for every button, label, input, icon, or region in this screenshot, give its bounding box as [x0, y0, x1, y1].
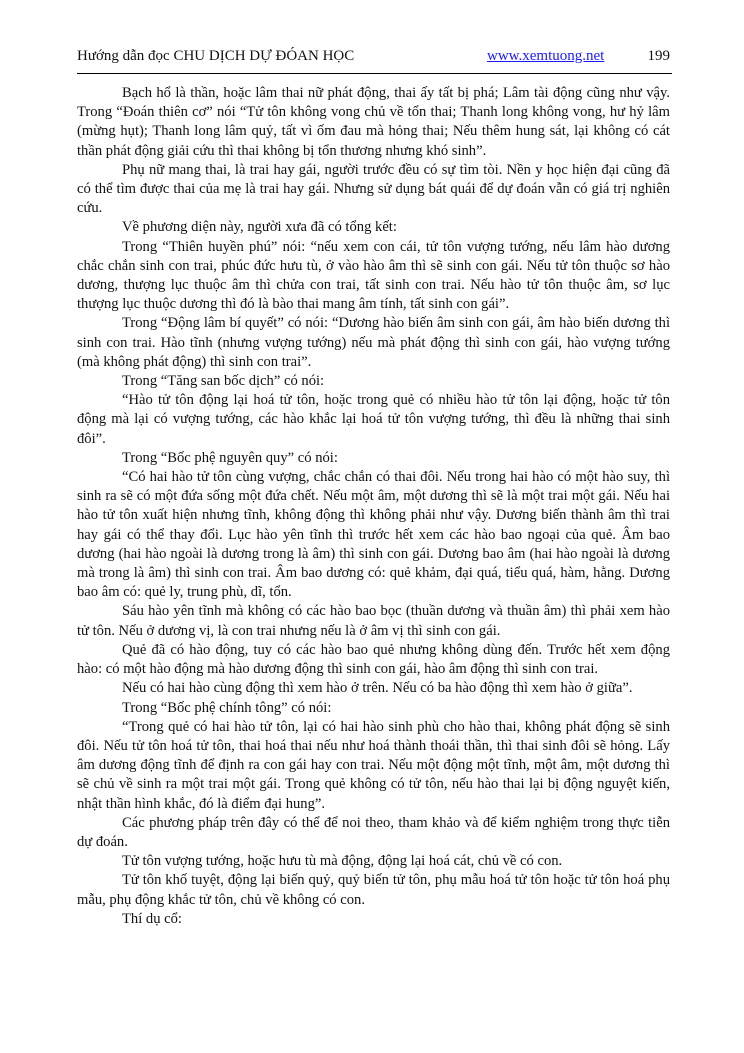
- paragraph: Tử tôn khố tuyệt, động lại biến quỷ, quỷ biến tử tôn, phụ mẫu hoá tử tôn hoặc tử tôn hoá phụ mẫu, phụ động khắc tử tôn, chủ về không có con.: [77, 872, 670, 908]
- paragraph: “Trong quẻ có hai hào tử tôn, lại có hai hào sinh phù cho hào thai, không phát động sẽ sinh đôi. Nếu tử tôn hoá tử tôn, thai hoá thai nếu như hoá thành thoái thần, thì thai sinh đôi sẽ hỏng. Lấy âm dương động tĩnh để định ra con gái hay con trai. Nếu một động một tĩnh, một âm, một dương thì sẽ chủ về sinh ra một trai một gái. Trong quẻ không có tử tôn, nếu hào thai lại bị động nguyệt kiến, nhật thần hình khắc, đó là điểm đại hung”.: [77, 718, 670, 812]
- paragraph: Bạch hổ là thần, hoặc lâm thai nữ phát động, thai ấy tất bị phá; Lâm tài động cũng như vậy. Trong “Đoán thiên cơ” nói “Tử tôn không vong chủ về tổn thai; Thanh long không vong, hư hỷ lâm (mừng hụt); Thanh long lâm quỷ, tất vì ốm đau mà hỏng thai; Nếu thêm hung sát, lại không có cát thần phát động giải cứu thì thai không bị tổn thương nhưng khó sinh”.: [77, 85, 670, 159]
- page-number: 199: [647, 48, 670, 64]
- paragraph: “Có hai hào tử tôn cùng vượng, chắc chắn có thai đôi. Nếu trong hai hào có một hào suy, thì sinh ra sẽ có một đứa sống một đứa chết. Nếu một âm, một dương thì sẽ là một trai một gái. Nếu hai hào tử tôn xuất hiện nhưng tĩnh, không động thì không phải như vậy. Dương biến thành âm thì trai hay gái có thể thay đổi. Lục hào yên tĩnh thì trước hết xem các hào bao ngoại của quẻ. Âm bao dương (hai hào ngoài là dương trong là âm) thì sinh con gái. Dương bao âm (hai hào ngoài là dương mà trong là âm) thì sinh con trai. Âm bao dương có: quẻ khảm, đại quá, tiểu quá, hàm, hằng. Dương bao âm có: quẻ ly, trung phù, dĩ, tổn.: [77, 469, 670, 601]
- paragraph: Sáu hào yên tĩnh mà không có các hào bao bọc (thuần dương và thuần âm) thì phải xem hào tử tôn. Nếu ở dương vị, là con trai nhưng nếu là ở âm vị thì sinh con gái.: [77, 603, 670, 639]
- paragraph: Trong “Thiên huyền phú” nói: “nếu xem con cái, tử tôn vượng tướng, nếu lâm hào dương chắc chắn sinh con trai, phúc đức hưu tù, ở vào hào âm thì sẽ sinh con gái. Nếu tử tôn thuộc sơ hào dương, thượng lục thuộc âm thì chửa con trai, tất sinh con trai. Nếu hào tử tôn thuộc âm, sơ lục thượng lục thuộc dương thì đó là bào thai mang âm tính, tất sinh con gái”.: [77, 238, 670, 313]
- paragraph: Các phương pháp trên đây có thể để noi theo, tham khảo và để kiểm nghiệm trong thực tiễn dự đoán.: [77, 814, 670, 850]
- paragraph: Tử tôn vượng tướng, hoặc hưu tù mà động, động lại hoá cát, chủ về có con.: [122, 853, 563, 870]
- paragraph: Trong “Bốc phệ chính tông” có nói:: [122, 699, 332, 716]
- book-title: Hướng dẫn đọc CHU DỊCH DỰ ĐÓAN HỌC: [77, 48, 355, 64]
- paragraph: Nếu có hai hào cùng động thì xem hào ở trên. Nếu có ba hào động thì xem hào ở giữa”.: [122, 680, 633, 697]
- header-divider: [77, 73, 672, 74]
- paragraph: Về phương diện này, người xưa đã có tổng kết:: [122, 219, 397, 236]
- page-body: [77, 84, 670, 929]
- page-header: [77, 44, 672, 68]
- paragraph: Phụ nữ mang thai, là trai hay gái, người trước đều có sự tìm tòi. Nền y học hiện đại cũng đã có thể tìm được thai của mẹ là trai hay gái. Nhưng sử dụng bát quái để dự đoán vẫn có giá trị nghiên cứu.: [77, 161, 670, 217]
- paragraph: Trong “Bốc phệ nguyên quy” có nói:: [122, 449, 338, 466]
- paragraph: Trong “Tăng san bốc dịch” có nói:: [122, 373, 325, 390]
- paragraph: “Hào tử tôn động lại hoá tử tôn, hoặc trong quẻ có nhiều hào tử tôn lại động, hoặc tử tôn động mà lại có vượng tướng, các hào khắc lại hoá tử tôn vượng tướng, thì đều là những thai sinh đôi”.: [77, 392, 670, 447]
- paragraph: Thí dụ cổ:: [122, 910, 182, 927]
- website-link[interactable]: www.xemtuong.net: [487, 48, 605, 64]
- paragraph: Quẻ đã có hào động, tuy có các hào bao quẻ nhưng không dùng đến. Trước hết xem động hào: có một hào động mà hào dương động thì sinh con gái, hào âm động thì sinh con trai.: [77, 641, 670, 678]
- paragraph: Trong “Động lâm bí quyết” có nói: “Dương hào biến âm sinh con gái, âm hào biến dương thì sinh con trai. Hào tĩnh (nhưng vượng tướng) nếu mà phát động thì sinh con gái, hào vượng tướng (mà không phát động) thì sinh con trai”.: [77, 315, 670, 370]
